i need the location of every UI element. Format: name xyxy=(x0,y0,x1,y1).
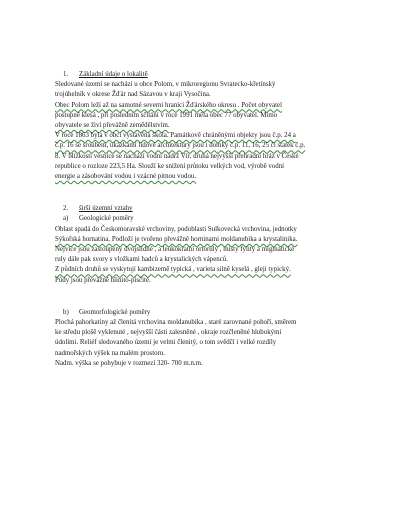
paragraph-line: nadmořských výšek na malém prostoru. xyxy=(55,349,166,357)
subsection-b-title: Geomorfologické poměry xyxy=(79,308,151,316)
subsection-a-label: a) xyxy=(63,215,69,223)
subsection-a-heading xyxy=(63,214,356,224)
section-2-heading xyxy=(63,204,356,214)
paragraph-line: Obec Polom leží až na samotné severní hranici Žďárského okresu . Počet obyvatel xyxy=(55,101,282,109)
subsection-a-body xyxy=(55,225,356,286)
paragraph-line: údolími. Reliéf sledovaného území je velmi členitý, o tom svědčí i velké rozdíly xyxy=(55,339,277,347)
paragraph-line: ruly dále pak svory s vložkami hadců a krystalických vápenců. xyxy=(55,256,228,264)
section-1-heading xyxy=(63,70,356,80)
paragraph-line: postupně klesá , při posledním sčítání v roce 1991 měla obec 77 obyvatel. Mimo xyxy=(55,111,278,119)
paragraph-line: Půdy jsou převážně hlinito-písčité. xyxy=(55,276,151,284)
section-2-number: 2. xyxy=(63,205,69,213)
section-1-number: 1. xyxy=(63,71,69,78)
paragraph-line: č.p. 16 se sroubem, ukázkami lidové architektury jsou i domky č.p. 11, 16, 25 či statek č.p. xyxy=(55,142,306,150)
paragraph-line: V roce 1863 byla v obci vystavěna škola. Památkově chráněnými objekty jsou č.p. 24 a xyxy=(55,132,296,140)
section-2-title: širší územní vztahy xyxy=(79,205,133,213)
paragraph-line: Sýkořská hornatina. Podloží je tvořeno převážně horninami moldanubika a krystalinika. xyxy=(55,235,298,243)
subsection-b-body xyxy=(55,318,356,369)
section-1-title: Základní údaje o lokalitě xyxy=(79,71,148,78)
paragraph-line: ke středu plošě vyklenuté , nejvyšší části zalesněné , okraje rozčleněné hlubokými xyxy=(55,329,282,337)
subsection-b-heading xyxy=(63,308,356,318)
paragraph-line: obyvatele se živí převážně zemědělstvím. xyxy=(55,122,170,130)
section-1-body xyxy=(55,80,356,182)
paragraph-line: republice o rozloze 223,5 Ha. Slouží ke snížení průtoku velkých vod, výrobě vodní xyxy=(55,162,285,170)
paragraph-line: Plochá pahorkatiny až členitá vrchovina moldanubika , staré zarovnané pohoří, směrem xyxy=(55,319,297,327)
paragraph-line: Z půdních druhů se vyskytují kambizemě typická , varieta silně kyselá , gleji typický. xyxy=(55,266,291,274)
paragraph-line: Oblast spadá do Českomoravské vrchoviny, podoblasti Sulkovecká vrchovina, jednotky xyxy=(55,225,297,233)
paragraph-line: 8. V blízkosti vesnice se nachází vodní nádrž Vír, druhá nejvyšší přehradní hráz v České xyxy=(55,152,299,160)
paragraph-line: Nejvíce jsou zastoupeny dvojslídné , a leukokratní ortoruly , místy fylity a migmatické xyxy=(55,246,295,254)
paragraph-line: trojúhelník v okrese Žďár nad Sázavou v kraji Vysočina. xyxy=(55,91,211,99)
subsection-b-label: b) xyxy=(63,308,69,316)
paragraph-line: Nadm. výška se pohybuje v rozmezí 320- 700 m.n.m. xyxy=(55,359,203,367)
subsection-a-title: Geologické poměry xyxy=(79,215,134,223)
paragraph-line: Sledované území se nachází u obce Polom, v mikroregionu Svratecko-křetínský xyxy=(55,81,276,89)
paragraph-line: energie a zásobování vodou i vzácné pitnou vodou. xyxy=(55,173,197,181)
